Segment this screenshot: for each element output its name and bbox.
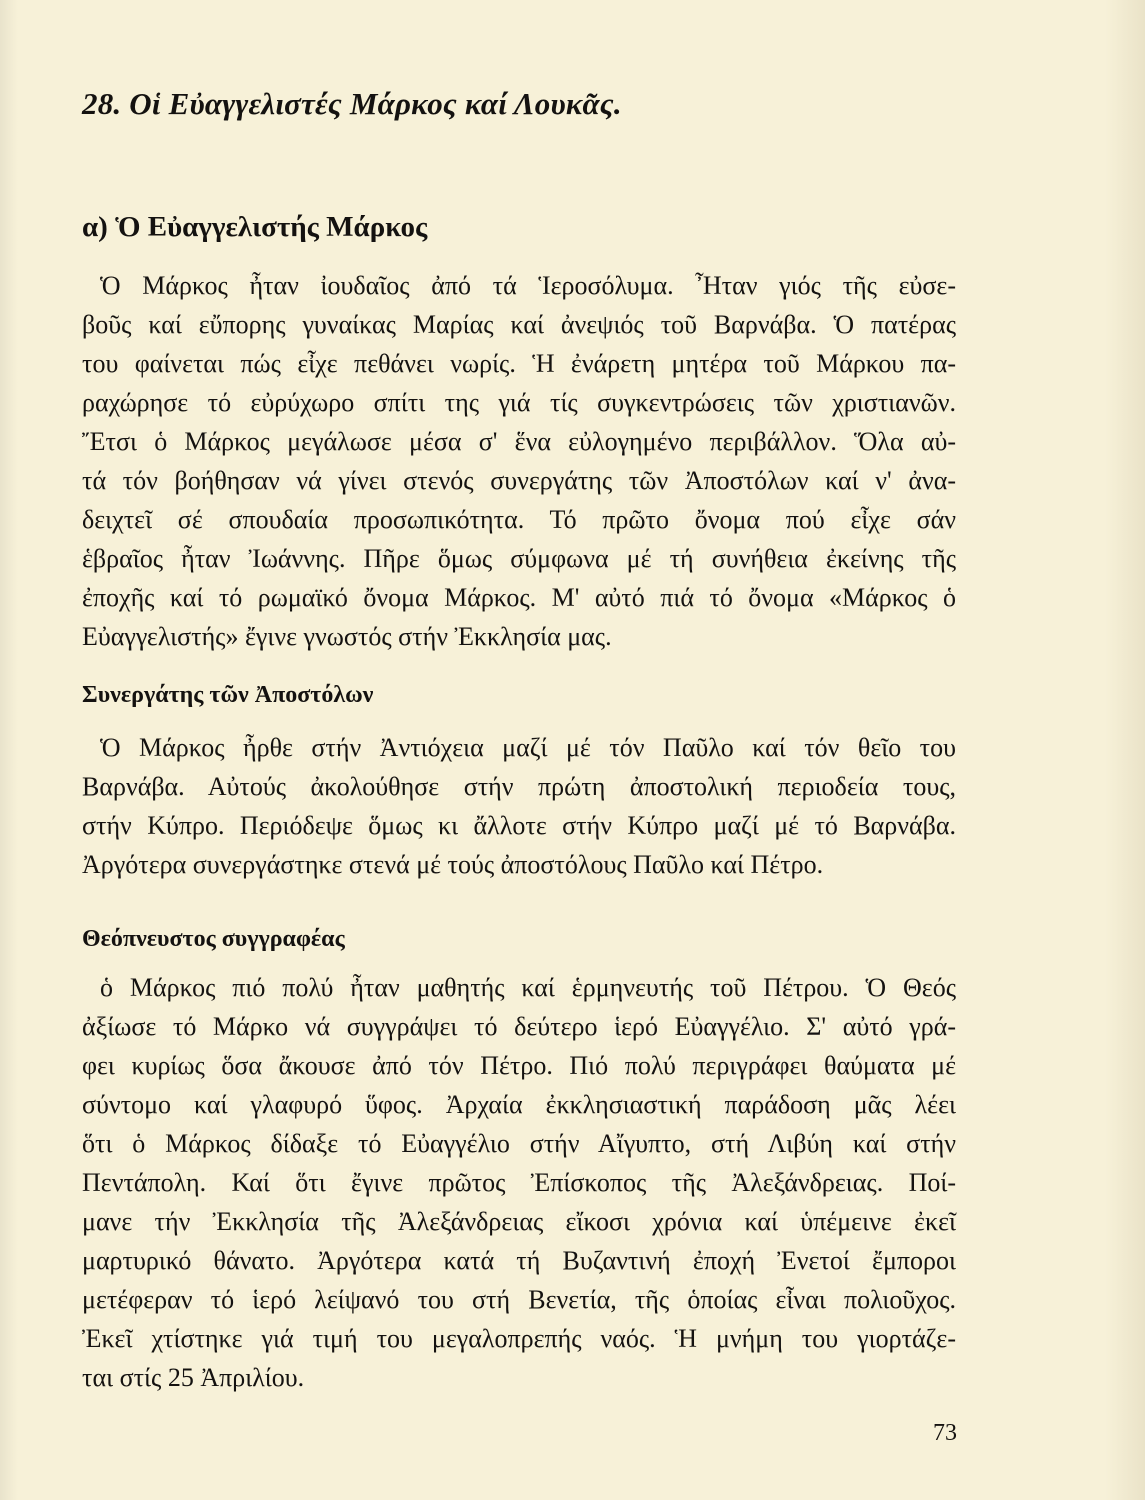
text-line: ἀξίωσε τό Μάρκο νά συγγράψει τό δεύτερο ἱερό Εὐαγγέλιο. Σ' αὐτό γρά- [82,1012,956,1041]
text-line: δειχτεῖ σέ σπουδαία προσωπικότητα. Τό πρῶτο ὄνομα πού εἶχε σάν [82,505,956,534]
text-line: ὁ Μάρκος πιό πολύ ἦταν μαθητής καί ἑρμηνευτής τοῦ Πέτρου. Ὁ Θεός [100,973,956,1002]
subheading-writer: Θεόπνευστος συγγραφέας [82,926,345,952]
text-line: Ἀργότερα συνεργάστηκε στενά μέ τούς ἀποστόλους Παῦλο καί Πέτρο. [82,850,824,879]
text-line: Πεντάπολη. Καί ὅτι ἔγινε πρῶτος Ἐπίσκοπος τῆς Ἀλεξάνδρειας. Ποί- [82,1168,956,1197]
text-line: ὅτι ὁ Μάρκος δίδαξε τό Εὐαγγέλιο στήν Αἴγυπτο, στή Λιβύη καί στήν [82,1129,956,1158]
text-line: Ἔτσι ὁ Μάρκος μεγάλωσε μέσα σ' ἕνα εὐλογημένο περιβάλλον. Ὅλα αὐ- [82,427,956,456]
text-line: ἐποχῆς καί τό ρωμαϊκό ὄνομα Μάρκος. Μ' αὐτό πιά τό ὄνομα «Μάρκος ὁ [82,583,956,612]
text-line: ραχώρησε τό εὐρύχωρο σπίτι της γιά τίς συγκεντρώσεις τῶν χριστιανῶν. [82,388,956,417]
subheading-apostles: Συνεργάτης τῶν Ἀποστόλων [82,682,374,708]
text-line: ται στίς 25 Ἀπριλίου. [82,1363,305,1392]
text-line: Βαρνάβα. Αὐτούς ἀκολούθησε στήν πρώτη ἀποστολική περιοδεία τους, [82,772,956,801]
text-line: μετέφεραν τό ἱερό λείψανό του στή Βενετία, τῆς ὁποίας εἶναι πολιοῦχος. [82,1285,956,1314]
text-line: σύντομο καί γλαφυρό ὕφος. Ἀρχαία ἐκκλησιαστική παράδοση μᾶς λέει [82,1090,956,1119]
intro-paragraph [82,266,956,656]
text-line: ἑβραῖος ἦταν Ἰωάννης. Πῆρε ὅμως σύμφωνα μέ τή συνήθεια ἐκείνης τῆς [82,544,956,573]
text-line: Ὁ Μάρκος ἦταν ἰουδαῖος ἀπό τά Ἱεροσόλυμα. Ἦταν γιός τῆς εὐσε- [100,271,956,300]
chapter-title: 28. Οἱ Εὐαγγελιστές Μάρκος καί Λουκᾶς. [82,86,622,121]
page-number: 73 [933,1420,957,1446]
text-line: φει κυρίως ὅσα ἄκουσε ἀπό τόν Πέτρο. Πιό πολύ περιγράφει θαύματα μέ [82,1051,956,1080]
text-line: βοῦς καί εὔπορης γυναίκας Μαρίας καί ἀνεψιός τοῦ Βαρνάβα. Ὁ πατέρας [82,310,956,339]
writer-paragraph [82,968,956,1397]
text-line: Ἐκεῖ χτίστηκε γιά τιμή του μεγαλοπρεπής ναός. Ἡ μνήμη του γιορτάζε- [82,1324,956,1353]
text-line: τά τόν βοήθησαν νά γίνει στενός συνεργάτης τῶν Ἀποστόλων καί ν' ἀνα- [82,466,956,495]
section-title: α) Ὁ Εὐαγγελιστής Μάρκος [82,211,428,243]
text-line: μανε τήν Ἐκκλησία τῆς Ἀλεξάνδρειας εἴκοσι χρόνια καί ὑπέμεινε ἐκεῖ [82,1207,956,1236]
text-line: Εὐαγγελιστής» ἔγινε γνωστός στήν Ἐκκλησία μας. [82,622,612,651]
apostles-paragraph [82,728,956,884]
text-line: μαρτυρικό θάνατο. Ἀργότερα κατά τή Βυζαντινή ἐποχή Ἐνετοί ἔμποροι [82,1246,956,1275]
text-line: στήν Κύπρο. Περιόδεψε ὅμως κι ἄλλοτε στήν Κύπρο μαζί μέ τό Βαρνάβα. [82,811,956,840]
text-line: Ὁ Μάρκος ἦρθε στήν Ἀντιόχεια μαζί μέ τόν Παῦλο καί τόν θεῖο του [100,733,956,762]
text-line: του φαίνεται πώς εἶχε πεθάνει νωρίς. Ἡ ἐνάρετη μητέρα τοῦ Μάρκου πα- [82,349,956,378]
